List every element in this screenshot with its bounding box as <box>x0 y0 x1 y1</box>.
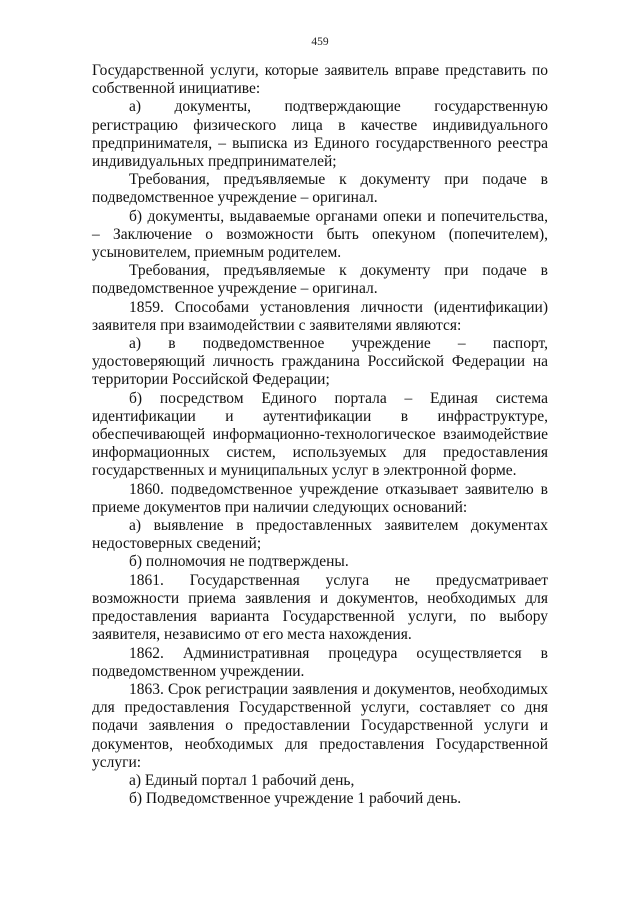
paragraph: б) документы, выдаваемые органами опеки и попечительства, – Заключение о возможности быть опекуном (попечителем), усыновителем, приемным родителем. <box>92 207 548 262</box>
paragraph: 1863. Срок регистрации заявления и документов, необходимых для предоставления Государственной услуги, составляет со дня подачи заявления о предоставлении Государственной услуги и документов, необходимых для предоставления Государственной услуги: <box>92 680 548 771</box>
paragraph: а) в подведомственное учреждение – паспорт, удостоверяющий личность гражданина Российской Федерации на территории Российской Федерации; <box>92 335 548 389</box>
document-body <box>92 62 548 808</box>
paragraph: Государственной услуги, которые заявитель вправе представить по собственной инициативе: <box>92 62 548 98</box>
paragraph: Требования, предъявляемые к документу при подаче в подведомственное учреждение – оригинал. <box>92 262 548 298</box>
paragraph: а) выявление в предоставленных заявителем документах недостоверных сведений; <box>92 517 548 553</box>
paragraph: 1862. Административная процедура осуществляется в подведомственном учреждении. <box>92 644 548 680</box>
paragraph: Требования, предъявляемые к документу при подаче в подведомственное учреждение – оригинал. <box>92 171 548 207</box>
paragraph: а) документы, подтверждающие государственную регистрацию физического лица в качестве индивидуального предпринимателя, – выписка из Единого государственного реестра индивидуальных предпринимателей; <box>92 98 548 171</box>
paragraph: б) полномочия не подтверждены. <box>129 553 349 571</box>
paragraph: б) Подведомственное учреждение 1 рабочий день. <box>129 790 462 808</box>
paragraph: а) Единый портал 1 рабочий день, <box>129 771 355 789</box>
page-number: 459 <box>311 36 329 48</box>
paragraph: 1861. Государственная услуга не предусматривает возможности приема заявления и документов, необходимых для предоставления варианта Государственной услуги, по выбору заявителя, независимо от его места нахождения. <box>92 571 548 644</box>
paragraph: 1860. подведомственное учреждение отказывает заявителю в приеме документов при наличии следующих оснований: <box>92 480 548 516</box>
paragraph: 1859. Способами установления личности (идентификации) заявителя при взаимодействии с заявителями являются: <box>92 298 548 334</box>
paragraph: б) посредством Единого портала – Единая система идентификации и аутентификации в инфраструктуре, обеспечивающей информационно-технологическое взаимодействие информационных систем, используемых для предоставления государственных и муниципальных услуг в электронной форме. <box>92 389 548 480</box>
